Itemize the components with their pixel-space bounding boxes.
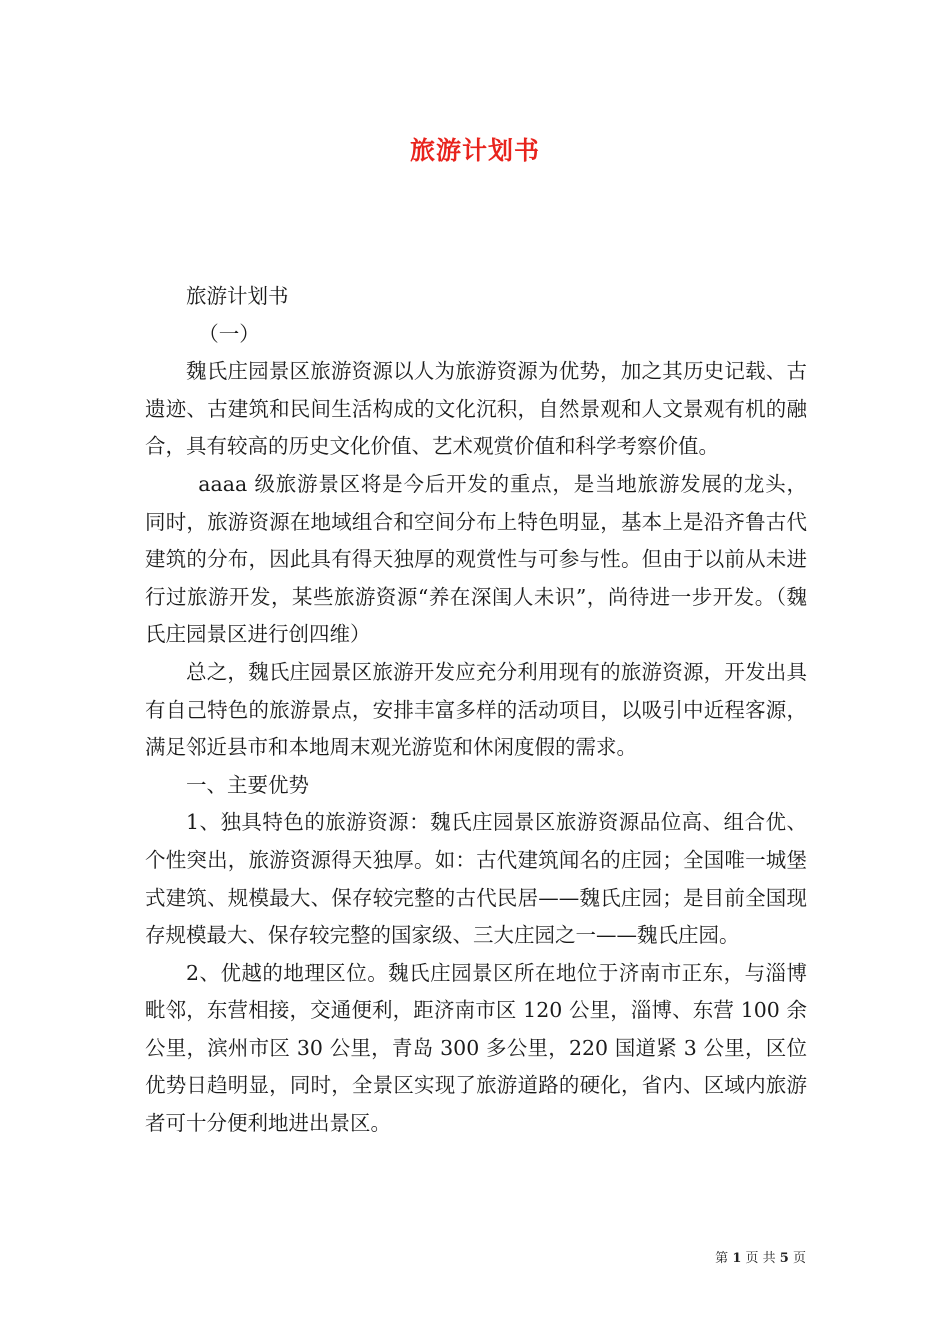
document-body	[145, 278, 807, 1143]
page-footer	[715, 1247, 806, 1266]
subsection-heading: 一、主要优势	[186, 772, 309, 797]
footer-suffix: 页	[792, 1251, 806, 1266]
paragraph: 1、独具特色的旅游资源：魏氏庄园景区旅游资源品位高、组合优、个性突出，旅游资源得天独厚。如：古代建筑闻名的庄园；全国唯一城堡式建筑、规模最大、保存较完整的古代民居——魏氏庄园；是目前全国现存规模最大、保存较完整的国家级、三大庄园之一——魏氏庄园。	[145, 810, 807, 948]
paragraph: 2、优越的地理区位。魏氏庄园景区所在地位于济南市正东，与淄博毗邻，东营相接，交通便利，距济南市区 120 公里，淄博、东营 100 余公里，滨州市区 30 公里，青岛 300 多公里，220 国道紧 3 公里，区位优势日趋明显，同时，全景区实现了旅游道路的硬化，省内、区域内旅游者可十分便利地进出景区。	[145, 960, 807, 1136]
paragraph: aaaa 级旅游景区将是今后开发的重点，是当地旅游发展的龙头，同时，旅游资源在地域组合和空间分布上特色明显，基本上是沿齐鲁古代建筑的分布，因此具有得天独厚的观赏性与可参与性。但由于以前从未进行过旅游开发，某些旅游资源“养在深闺人未识”，尚待进一步开发。（魏氏庄园景区进行创四维）	[145, 471, 807, 647]
document-title: 旅游计划书	[409, 136, 540, 165]
footer-middle: 页 共	[745, 1251, 776, 1266]
footer-total-pages: 5	[779, 1251, 789, 1266]
footer-page-number: 1	[732, 1251, 742, 1266]
footer-prefix: 第	[715, 1251, 729, 1266]
paragraph: 总之，魏氏庄园景区旅游开发应充分利用现有的旅游资源，开发出具有自己特色的旅游景点，安排丰富多样的活动项目，以吸引中近程客源，满足邻近县市和本地周末观光游览和休闲度假的需求。	[145, 659, 807, 760]
section-number: （一）	[198, 321, 260, 346]
paragraph: 魏氏庄园景区旅游资源以人为旅游资源为优势，加之其历史记载、古遗迹、古建筑和民间生活构成的文化沉积，自然景观和人文景观有机的融合，具有较高的历史文化价值、艺术观赏价值和科学考察价值。	[145, 359, 807, 459]
section-heading: 旅游计划书	[186, 284, 289, 308]
